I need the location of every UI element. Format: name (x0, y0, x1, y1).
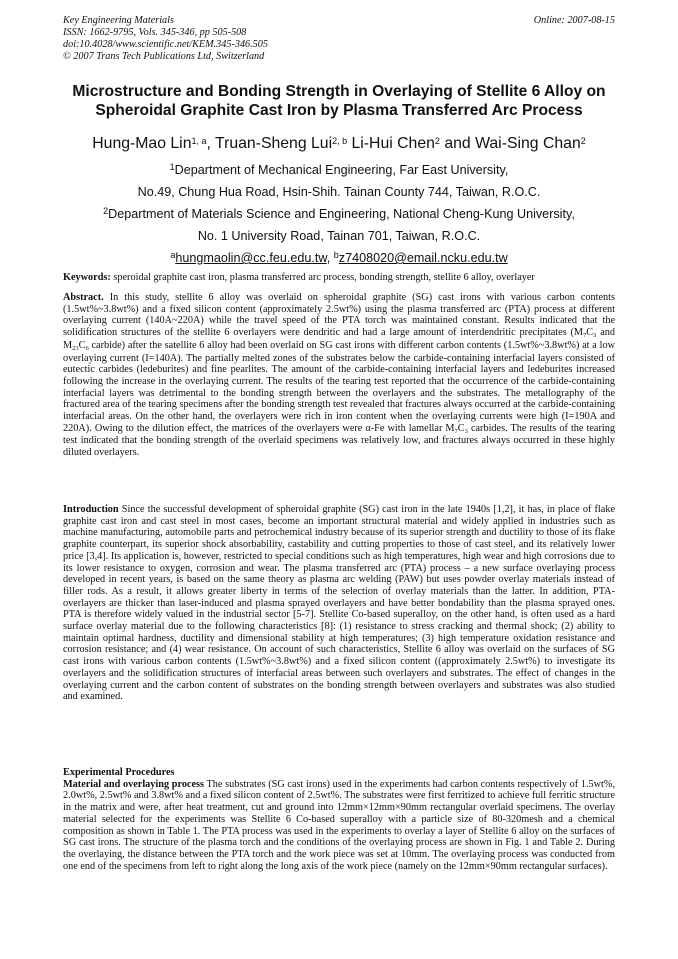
affiliation-1-line-2: No.49, Chung Hua Road, Hsin-Shih. Tainan County 744, Taiwan, R.O.C. (137, 185, 541, 199)
keywords-text: speroidal graphite cast iron, plasma transferred arc process, bonding strength, stellite 6 alloy, overlayer (110, 272, 535, 283)
author-and: and (439, 135, 476, 152)
email-link-a[interactable]: hungmaolin@cc.feu.edu.tw (175, 251, 327, 265)
keywords-label: Keywords: (63, 272, 111, 283)
experimental-heading: Experimental Procedures (63, 767, 175, 778)
abstract-text: C (78, 339, 86, 351)
paper-title (40, 82, 638, 120)
subscript: 7 (454, 427, 458, 435)
journal-name: Key Engineering Materials (63, 15, 174, 26)
email-separator: , (326, 251, 334, 265)
affiliation-1-text: Department of Mechanical Engineering, Far East University, (174, 163, 509, 177)
author-4-sup: 2 (580, 136, 586, 146)
abstract-paragraph (63, 292, 615, 459)
author-separator: , (206, 135, 215, 152)
subscript: 7 (583, 332, 587, 340)
author-3-sup: 2 (434, 136, 440, 146)
author-2: Truan-Sheng Lui (215, 135, 333, 152)
author-1: Hung-Mao Lin (92, 135, 192, 152)
subscript: 23 (72, 344, 79, 352)
author-4: Wai-Sing Chan (475, 135, 581, 152)
affiliation-1-line-1 (40, 162, 638, 178)
experimental-paragraph (63, 779, 615, 873)
email-line (40, 250, 638, 266)
keywords-paragraph (63, 272, 615, 284)
affiliation-1-sup: 1 (169, 162, 175, 172)
author-list (40, 134, 638, 154)
subscript: 3 (464, 427, 468, 435)
abstract-text: C (457, 422, 465, 434)
affiliation-2-line-2: No. 1 University Road, Tainan 701, Taiwan, R.O.C. (197, 229, 481, 243)
email-link-b[interactable]: z7408020@email.ncku.edu.tw (338, 251, 508, 265)
affiliation-2-line-1 (40, 206, 638, 222)
email-a-sup: a (170, 250, 176, 260)
journal-header (63, 15, 615, 63)
subscript: 3 (593, 332, 597, 340)
author-2-sup: 2, b (332, 136, 348, 146)
title-line-1: Microstructure and Bonding Strength in Overlaying of Stellite 6 Alloy on (72, 83, 606, 100)
experimental-section (63, 767, 615, 872)
introduction-text: Since the successful development of spheroidal graphite (SG) cast iron in the late 1940s [1,2], it has, in place of flake graphite cast iron and cast steel in most cases, become an important structural material and widely applied in industries such as machine manufacturing, automobile parts and petrochemical industry because of its superior strength and ductility to those of its flake graphite counterpart, its superior shock absorbability, castability and cutting properties to those of cast steel, and its relatively lower price [3,4]. Its application is, however, restricted to special conditions such as high temperatures, high wear and high corrosions due to its lower resistance to oxygen, corrosion and wear. The plasma transferred arc (PTA) process – a new surface overlaying process developed in recent years, is based on the same theory as plasma arc welding (PAW) but uses powder overlay materials instead of filler rods. As a result, it allows greater liberty in terms of the selection of overlay materials than the latter. In addition, PTA-overlayers are thicker than laser-induced and plasma sprayed overlayers and have better bondability than the plasma sprayed ones. PTA is therefore widely valued in the industrial sector [5-7]. Stellite Co-based superalloy, on the other hand, is often used as a hard surface overlay material due to the following characteristics [8]: (1) resistance to stress cracking and thermal shock; (2) ability to maintain optimal hardness, ductility and dimensional stability at high temperatures; (3) high temperature oxidation resistance and corrosion resistance; and (4) wear resistance. On account of such characteristics, Stellite 6 alloy was overlaid on the surfaces of SG cast irons with various carbon contents (1.5wt%~3.8wt%) and a fixed silicon content ((approximately 2.5wt%) to investigate its overlayers and the solidification structures of interfacial areas between such overlayers and substrates. The effect of changes in the overlaying current and the carbon content of substrates on the bonding strength between overlayers and substrates was also studied and examined. (63, 504, 615, 703)
subscript: 6 (85, 344, 89, 352)
email-b-sup: b (333, 250, 339, 260)
issn-line: ISSN: 1662-9795, Vols. 345-346, pp 505-508 (63, 27, 247, 38)
affiliation-2-sup: 2 (103, 206, 109, 216)
online-date: Online: 2007-08-15 (533, 15, 615, 26)
abstract-label: Abstract. (63, 292, 104, 303)
introduction-label: Introduction (63, 504, 119, 515)
abstract-text: carbide) after the satellite 6 alloy had been overlaid on SG cast irons with different carbon contents (1.5wt%~3.8wt%) at a low overlaying current (I=140A). The partially melted zones of the substrates below the carbide-containing interfacial layers consisted of eutectic carbides (ledeburites) and fine pearlites. The amount of the carbide-containing interfacial layers and ledeburites increased following the increase in the overlaying current. The results of the tearing test reported that the occurrence of the carbide-containing interfacial layers was detrimental to the bonding strength between the overlayers and the substrates. The metallography of the fractured area of the tearing specimens after the bonding strength test revealed that fractures always occurred at the carbide-containing interfacial areas. On the other hand, the overlayers were rich in iron content when the overlaying currents were high (I=190A and 220A). Owing to the dilution effect, the matrices of the overlayers were α-Fe with lamellar M (63, 339, 615, 434)
title-line-2: Spheroidal Graphite Cast Iron by Plasma Transferred Arc Process (95, 102, 583, 119)
copyright-line: © 2007 Trans Tech Publications Ltd, Switzerland (63, 51, 265, 62)
abstract-text: C (586, 327, 594, 339)
doi-line: doi:10.4028/www.scientific.net/KEM.345-346.505 (63, 39, 268, 50)
abstract-text: and M (63, 327, 615, 351)
author-3: Li-Hui Chen (351, 135, 435, 152)
experimental-text: The substrates (SG cast irons) used in the experiments had carbon contents respectively of 1.5wt%, 2.0wt%, 2.5wt% and 3.8wt% and a fixed silicon content of 2.5wt%. The substrates were first ferritized to achieve full ferritic structure in the matrix and were, after heat treatment, cut and ground into 12mm×12mm×90mm rectangular overlaid specimens. The overlay material selected for the experiments was Stellite 6 Co-based superalloy with a particle size of 80-320mesh and a chemical composition as shown in Table 1. The PTA process was used in the experiments to overlay a layer of Stellite 6 alloy on the surfaces of SG cast irons. The structure of the plasma torch and the conditions of the overlaying process are shown in Fig. 1 and Table 2. During the overlaying, the distance between the PTA torch and the work piece was set at 10mm. The overlaying process was conducted from one end of the specimens from left to right along the long axis of the work piece (namely on the 12mm×90mm rectangular surfaces). (63, 778, 616, 872)
abstract-text: carbides. The results of the tearing test indicated that the bonding strength of the overlaid specimens was relatively low, and fractures always occurred in these highly diluted overlayers. (63, 422, 615, 459)
introduction-paragraph (63, 504, 615, 703)
material-label: Material and overlaying process (63, 778, 205, 790)
abstract-text: In this study, stellite 6 alloy was overlaid on spheroidal graphite (SG) cast irons with various carbon contents (1.5wt%~3.8wt%) and a fixed silicon content (approximately 2.5wt%) using the plasma transferred arc (PTA) process at different overlaying current (140A~220A) while the travel speed of the PTA torch was maintained constant. Results indicated that the solidification structures of the stellite 6 overlayers were dendritic and had a large amount of interdendritic precipitates (M (63, 292, 615, 339)
author-1-sup: 1, a (191, 136, 207, 146)
affiliation-2-text: Department of Materials Science and Engineering, National Cheng-Kung University, (108, 207, 575, 221)
